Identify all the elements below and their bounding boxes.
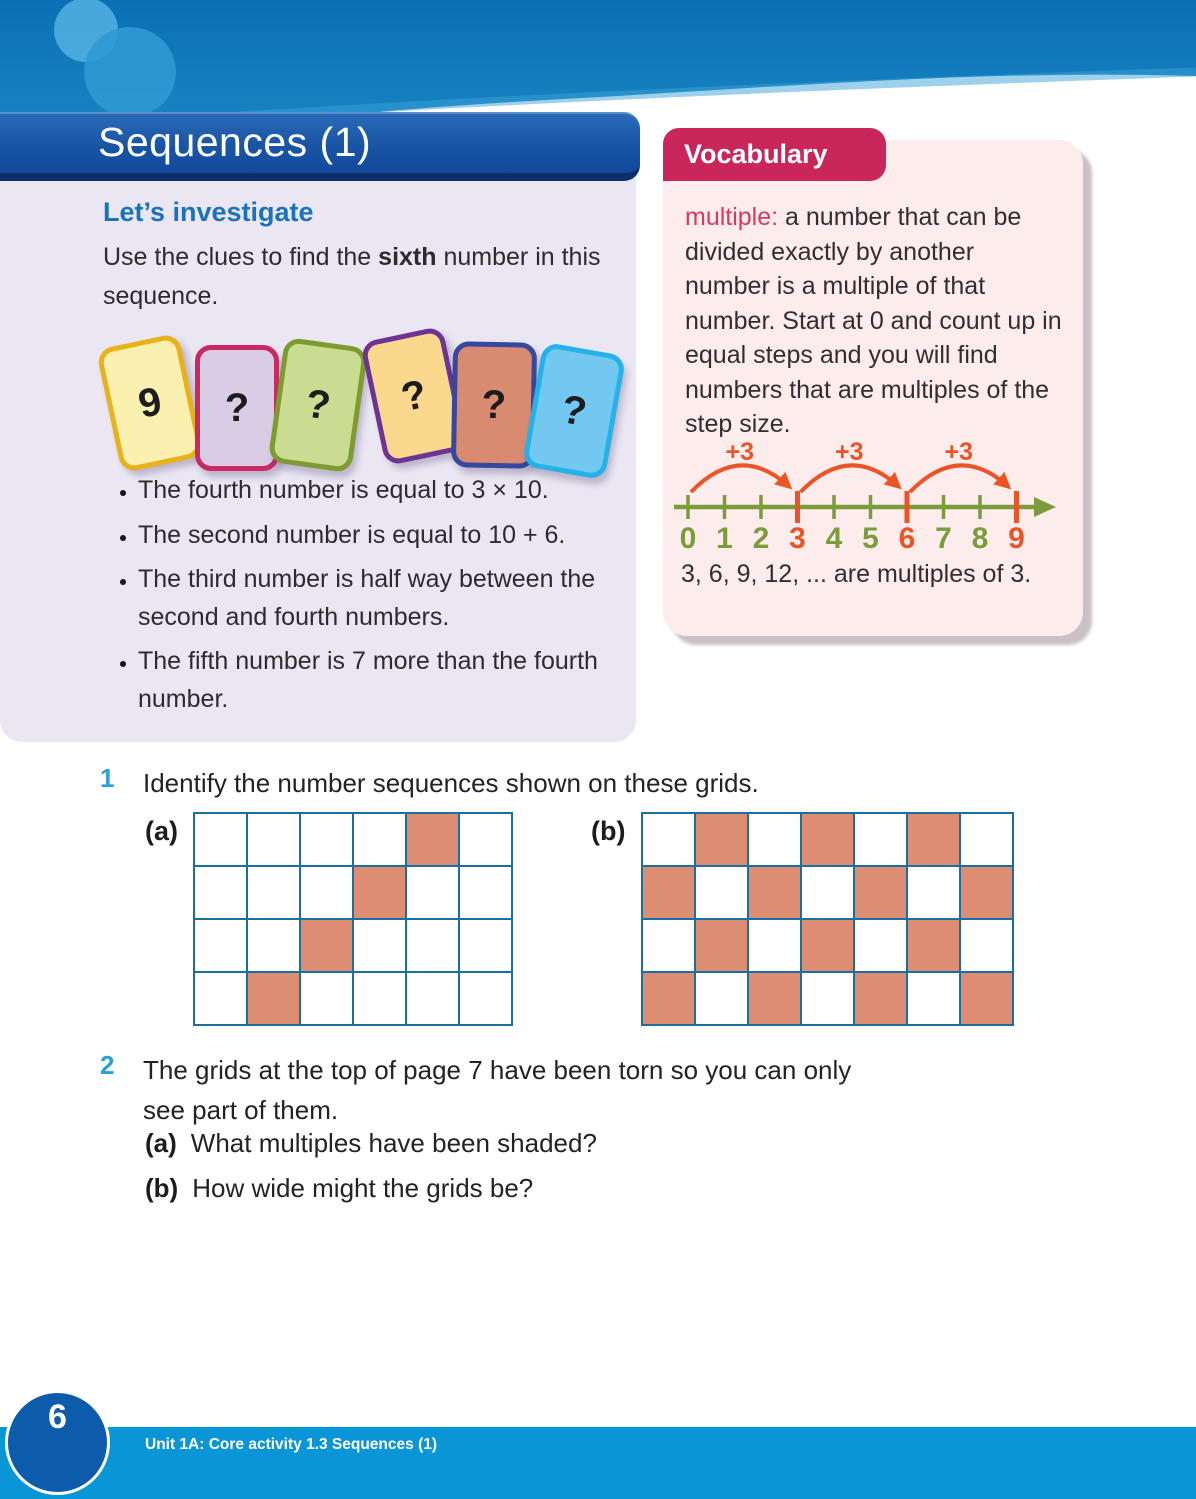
number-card bbox=[195, 345, 279, 471]
grid-row bbox=[643, 973, 1014, 1026]
empty-cell bbox=[643, 920, 696, 973]
svg-text:8: 8 bbox=[971, 522, 989, 555]
grid-row bbox=[643, 867, 1014, 920]
investigate-heading: Let’s investigate bbox=[103, 197, 314, 227]
empty-cell bbox=[855, 814, 908, 867]
empty-cell bbox=[908, 973, 961, 1026]
svg-text:5: 5 bbox=[862, 522, 879, 555]
card-value: ? bbox=[481, 382, 507, 427]
empty-cell bbox=[195, 920, 248, 973]
question-1-number: 1 bbox=[100, 763, 115, 793]
shaded-cell bbox=[908, 814, 961, 867]
empty-cell bbox=[696, 867, 749, 920]
svg-text:0: 0 bbox=[679, 522, 697, 555]
shaded-cell bbox=[643, 867, 696, 920]
clue-item: • The fifth number is 7 more than the fourth number. bbox=[138, 643, 670, 718]
question-2-text: The grids at the top of page 7 have been torn so you can only see part of them. bbox=[143, 1055, 852, 1126]
page-title-bar bbox=[0, 112, 640, 181]
number-card bbox=[522, 342, 627, 481]
empty-cell bbox=[855, 920, 908, 973]
shaded-cell bbox=[696, 814, 749, 867]
empty-cell bbox=[749, 920, 802, 973]
clue-item: • The second number is equal to 10 + 6. bbox=[138, 517, 670, 555]
grid-a bbox=[193, 812, 513, 1026]
svg-text:+3: +3 bbox=[834, 440, 864, 466]
svg-text:6: 6 bbox=[898, 522, 916, 555]
empty-cell bbox=[354, 973, 407, 1026]
grid-row bbox=[195, 814, 513, 867]
empty-cell bbox=[643, 814, 696, 867]
footer-unit-label: Unit 1A: Core activity 1.3 Sequences (1) bbox=[145, 1436, 438, 1453]
shaded-cell bbox=[749, 973, 802, 1026]
card-value: ? bbox=[558, 386, 590, 435]
question-2b bbox=[145, 1173, 533, 1204]
empty-cell bbox=[195, 867, 248, 920]
svg-text:2: 2 bbox=[752, 522, 770, 555]
shaded-cell bbox=[802, 814, 855, 867]
svg-text:9: 9 bbox=[1008, 522, 1025, 555]
page-number: 6 bbox=[48, 1398, 67, 1436]
shaded-cell bbox=[643, 973, 696, 1026]
shaded-cell bbox=[802, 920, 855, 973]
empty-cell bbox=[749, 814, 802, 867]
shaded-cell bbox=[301, 920, 354, 973]
shaded-cell bbox=[855, 973, 908, 1026]
empty-cell bbox=[195, 814, 248, 867]
empty-cell bbox=[460, 973, 513, 1026]
empty-cell bbox=[301, 867, 354, 920]
number-card bbox=[96, 333, 204, 474]
question-2b-label: (b) bbox=[145, 1173, 179, 1203]
empty-cell bbox=[961, 920, 1014, 973]
shaded-cell bbox=[407, 814, 460, 867]
vocabulary-tab bbox=[663, 128, 886, 181]
vocabulary-definition bbox=[685, 200, 1063, 442]
question-2a-text: What multiples have been shaded? bbox=[190, 1128, 597, 1158]
card-value: 9 bbox=[134, 378, 166, 427]
svg-text:7: 7 bbox=[935, 522, 952, 555]
empty-cell bbox=[248, 814, 301, 867]
clue-list bbox=[100, 472, 670, 725]
page-number-badge bbox=[5, 1390, 110, 1495]
clue-item: • The fourth number is equal to 3 × 10. bbox=[138, 472, 670, 510]
shaded-cell bbox=[961, 973, 1014, 1026]
vocabulary-caption: 3, 6, 9, 12, ... are multiples of 3. bbox=[681, 560, 1032, 588]
shaded-cell bbox=[354, 867, 407, 920]
number-line bbox=[672, 440, 1074, 558]
empty-cell bbox=[961, 814, 1014, 867]
shaded-cell bbox=[855, 867, 908, 920]
empty-cell bbox=[407, 973, 460, 1026]
shaded-cell bbox=[749, 867, 802, 920]
empty-cell bbox=[460, 814, 513, 867]
clue-item: • The third number is half way between the second and fourth numbers. bbox=[138, 561, 670, 636]
empty-cell bbox=[407, 867, 460, 920]
empty-cell bbox=[248, 867, 301, 920]
grid-row bbox=[195, 920, 513, 973]
empty-cell bbox=[248, 920, 301, 973]
vocabulary-tab-label: Vocabulary bbox=[684, 139, 828, 169]
grid-row bbox=[643, 814, 1014, 867]
grid-row bbox=[195, 973, 513, 1026]
vocabulary-term: multiple: bbox=[685, 203, 779, 231]
empty-cell bbox=[696, 973, 749, 1026]
empty-cell bbox=[301, 814, 354, 867]
intro-text: number in this sequence. bbox=[103, 243, 601, 310]
empty-cell bbox=[407, 920, 460, 973]
vocabulary-box bbox=[663, 140, 1083, 636]
grid-b bbox=[641, 812, 1014, 1026]
question-1-text: Identify the number sequences shown on these grids. bbox=[143, 768, 759, 798]
shaded-cell bbox=[248, 973, 301, 1026]
svg-text:1: 1 bbox=[716, 522, 733, 555]
page-title: Sequences (1) bbox=[98, 119, 372, 165]
intro-text: Use the clues to find the bbox=[103, 243, 379, 271]
question-2b-text: How wide might the grids be? bbox=[192, 1173, 534, 1203]
grid-row bbox=[643, 920, 1014, 973]
empty-cell bbox=[802, 973, 855, 1026]
empty-cell bbox=[908, 867, 961, 920]
investigate-panel bbox=[0, 150, 636, 742]
question-2a bbox=[145, 1128, 597, 1159]
vocabulary-definition-text: a number that can be divided exactly by another number is a multiple of that number. Start at 0 and count up in equal steps and you will find numbers that are multiples of the step size. bbox=[685, 203, 1062, 438]
empty-cell bbox=[460, 867, 513, 920]
grid-row bbox=[195, 867, 513, 920]
shaded-cell bbox=[908, 920, 961, 973]
shaded-cell bbox=[961, 867, 1014, 920]
svg-text:+3: +3 bbox=[725, 440, 755, 466]
card-value: ? bbox=[302, 381, 334, 428]
empty-cell bbox=[195, 973, 248, 1026]
empty-cell bbox=[802, 867, 855, 920]
svg-text:+3: +3 bbox=[944, 440, 974, 466]
intro-bold-word: sixth bbox=[378, 243, 437, 271]
question-2-number: 2 bbox=[100, 1050, 115, 1080]
number-card bbox=[268, 337, 369, 473]
svg-text:4: 4 bbox=[825, 522, 843, 555]
question-2a-label: (a) bbox=[145, 1128, 177, 1158]
card-value: ? bbox=[224, 385, 250, 430]
card-value: ? bbox=[397, 371, 431, 420]
banner-circle-icon bbox=[84, 27, 176, 117]
grid-a-label: (a) bbox=[145, 816, 178, 846]
empty-cell bbox=[354, 814, 407, 867]
grid-b-label: (b) bbox=[591, 816, 626, 846]
shaded-cell bbox=[696, 920, 749, 973]
empty-cell bbox=[354, 920, 407, 973]
empty-cell bbox=[460, 920, 513, 973]
empty-cell bbox=[301, 973, 354, 1026]
svg-text:3: 3 bbox=[789, 522, 806, 555]
